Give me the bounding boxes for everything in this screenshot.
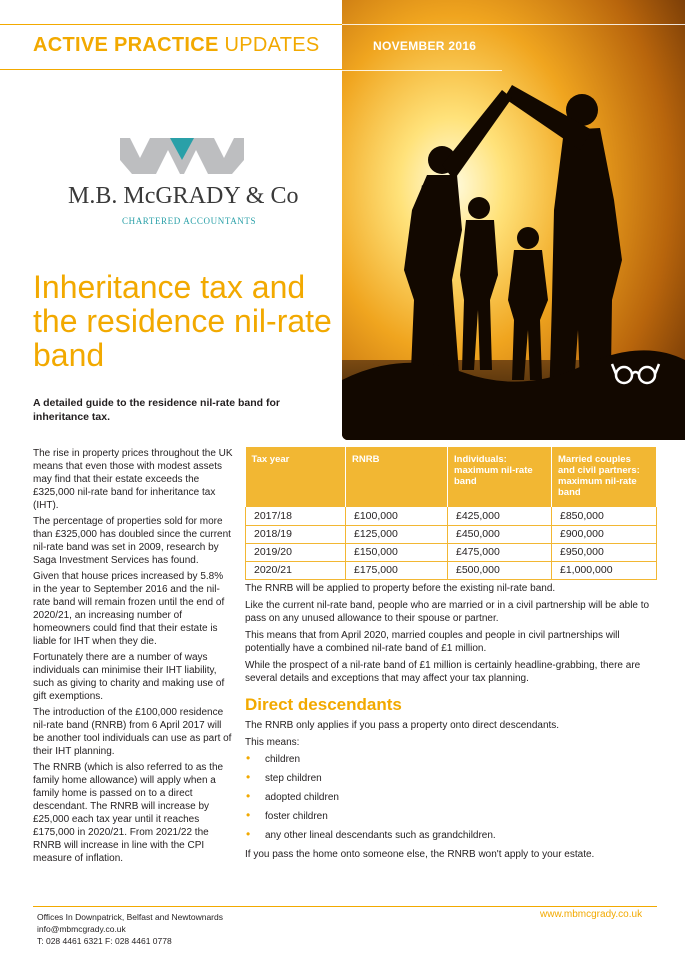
table-cell: £100,000 — [346, 507, 448, 525]
paragraph: The RNRB will be applied to property before the existing nil-rate band. — [245, 583, 556, 594]
paragraph: The RNRB only applies if you pass a property onto direct descendants. — [245, 720, 560, 731]
column-header: Individuals: maximum nil-rate band — [448, 447, 552, 507]
paragraph: This means that from April 2020, married couples and people in civil partnerships will potentially have a combined nil-rate band of £1 million. — [245, 630, 620, 654]
rnrb-table — [245, 447, 657, 580]
footer-divider — [33, 906, 657, 907]
table-cell: 2019/20 — [246, 543, 346, 561]
table-cell: 2020/21 — [246, 561, 346, 579]
table-cell: £450,000 — [448, 525, 552, 543]
table-cell: £475,000 — [448, 543, 552, 561]
paragraph: The introduction of the £100,000 residence nil-rate band (RNRB) from 6 April 2017 will be another tool individuals can use as part of their IHT planning. — [33, 707, 232, 757]
company-name: M.B. McGRADY & Co — [68, 183, 299, 209]
column-header: Married couples and civil partners: maximum nil-rate band — [552, 447, 657, 507]
website-link[interactable]: www.mbmcgrady.co.uk — [540, 909, 643, 920]
paragraph: The rise in property prices throughout the UK means that even those with modest assets may find that their estate exceeds the £325,000 nil-rate band for inheritance tax (IHT). — [33, 448, 233, 511]
paragraph: Given that house prices increased by 5.8% in the year to September 2016 and the nil-rate band will remain frozen until the end of 2020/21, an increasing number of homeowners could find that their estate is liable for IHT when they die. — [33, 571, 225, 647]
table-cell: 2018/19 — [246, 525, 346, 543]
paragraph: This means: — [245, 737, 300, 748]
table-cell: £175,000 — [346, 561, 448, 579]
table-row — [246, 561, 657, 579]
article-headline: Inheritance tax and the residence nil-rate band — [33, 269, 332, 373]
table-cell: £150,000 — [346, 543, 448, 561]
table-header-row — [246, 447, 657, 507]
table-row — [246, 525, 657, 543]
logo-icon — [120, 138, 244, 174]
email-link[interactable]: info@mbmcgrady.co.uk — [37, 924, 126, 934]
table-cell: £125,000 — [346, 525, 448, 543]
paragraph: Fortunately there are a number of ways individuals can minimise their IHT liability, such as giving to charity and making use of gift exemptions. — [33, 652, 225, 702]
paragraph: While the prospect of a nil-rate band of £1 million is certainly headline-grabbing, there are several details and exceptions that may affect your tax planning. — [245, 660, 641, 684]
list-item: • any other lineal descendants such as grandchildren. — [245, 829, 657, 842]
footer-contact — [37, 911, 223, 947]
left-column — [33, 447, 233, 868]
company-subtitle: CHARTERED ACCOUNTANTS — [122, 216, 257, 226]
paragraph: If you pass the home onto someone else, the RNRB won't apply to your estate. — [245, 849, 595, 860]
hero-photo — [342, 0, 685, 440]
paragraph: Like the current nil-rate band, people who are married or in a civil partnership will be able to pass on any unused allowance to their spouse or partner. — [245, 600, 650, 624]
right-column — [245, 582, 657, 865]
hero-divider-bottom — [342, 70, 502, 71]
paragraph: The percentage of properties sold for more than £325,000 has doubled since the current nil-rate band was set in 2009, research by Saga Investment Services has found. — [33, 516, 231, 566]
descendants-list — [245, 753, 657, 842]
list-item: • adopted children — [245, 791, 657, 804]
list-item: • foster children — [245, 810, 657, 823]
list-item: • children — [245, 753, 657, 766]
table-row — [246, 507, 657, 525]
list-item: • step children — [245, 772, 657, 785]
issue-date: NOVEMBER 2016 — [373, 39, 477, 53]
newsletter-title: ACTIVE PRACTICE UPDATES — [33, 34, 320, 56]
table-row — [246, 543, 657, 561]
table-cell: 2017/18 — [246, 507, 346, 525]
table-cell: £850,000 — [552, 507, 657, 525]
offices-text: Offices In Downpatrick, Belfast and Newtownards — [37, 912, 223, 922]
phone-fax: T: 028 4461 6321 F: 028 4461 0778 — [37, 936, 172, 946]
table-cell: £425,000 — [448, 507, 552, 525]
hero-divider-top — [342, 24, 685, 25]
column-header: Tax year — [246, 447, 346, 507]
article-intro: A detailed guide to the residence nil-rate band for inheritance tax. — [33, 397, 280, 423]
table-cell: £900,000 — [552, 525, 657, 543]
table-cell: £950,000 — [552, 543, 657, 561]
table-cell: £500,000 — [448, 561, 552, 579]
table-cell: £1,000,000 — [552, 561, 657, 579]
section-heading: Direct descendants — [245, 695, 402, 714]
paragraph: The RNRB (which is also referred to as the family home allowance) will apply when a family home is passed on to a direct descendant. The RNRB will increase by £25,000 each tax year until it reaches £175,000 in 2020/21. From 2021/22 the RNRB will increase in line with the CPI measure of inflation. — [33, 762, 224, 864]
column-header: RNRB — [346, 447, 448, 507]
